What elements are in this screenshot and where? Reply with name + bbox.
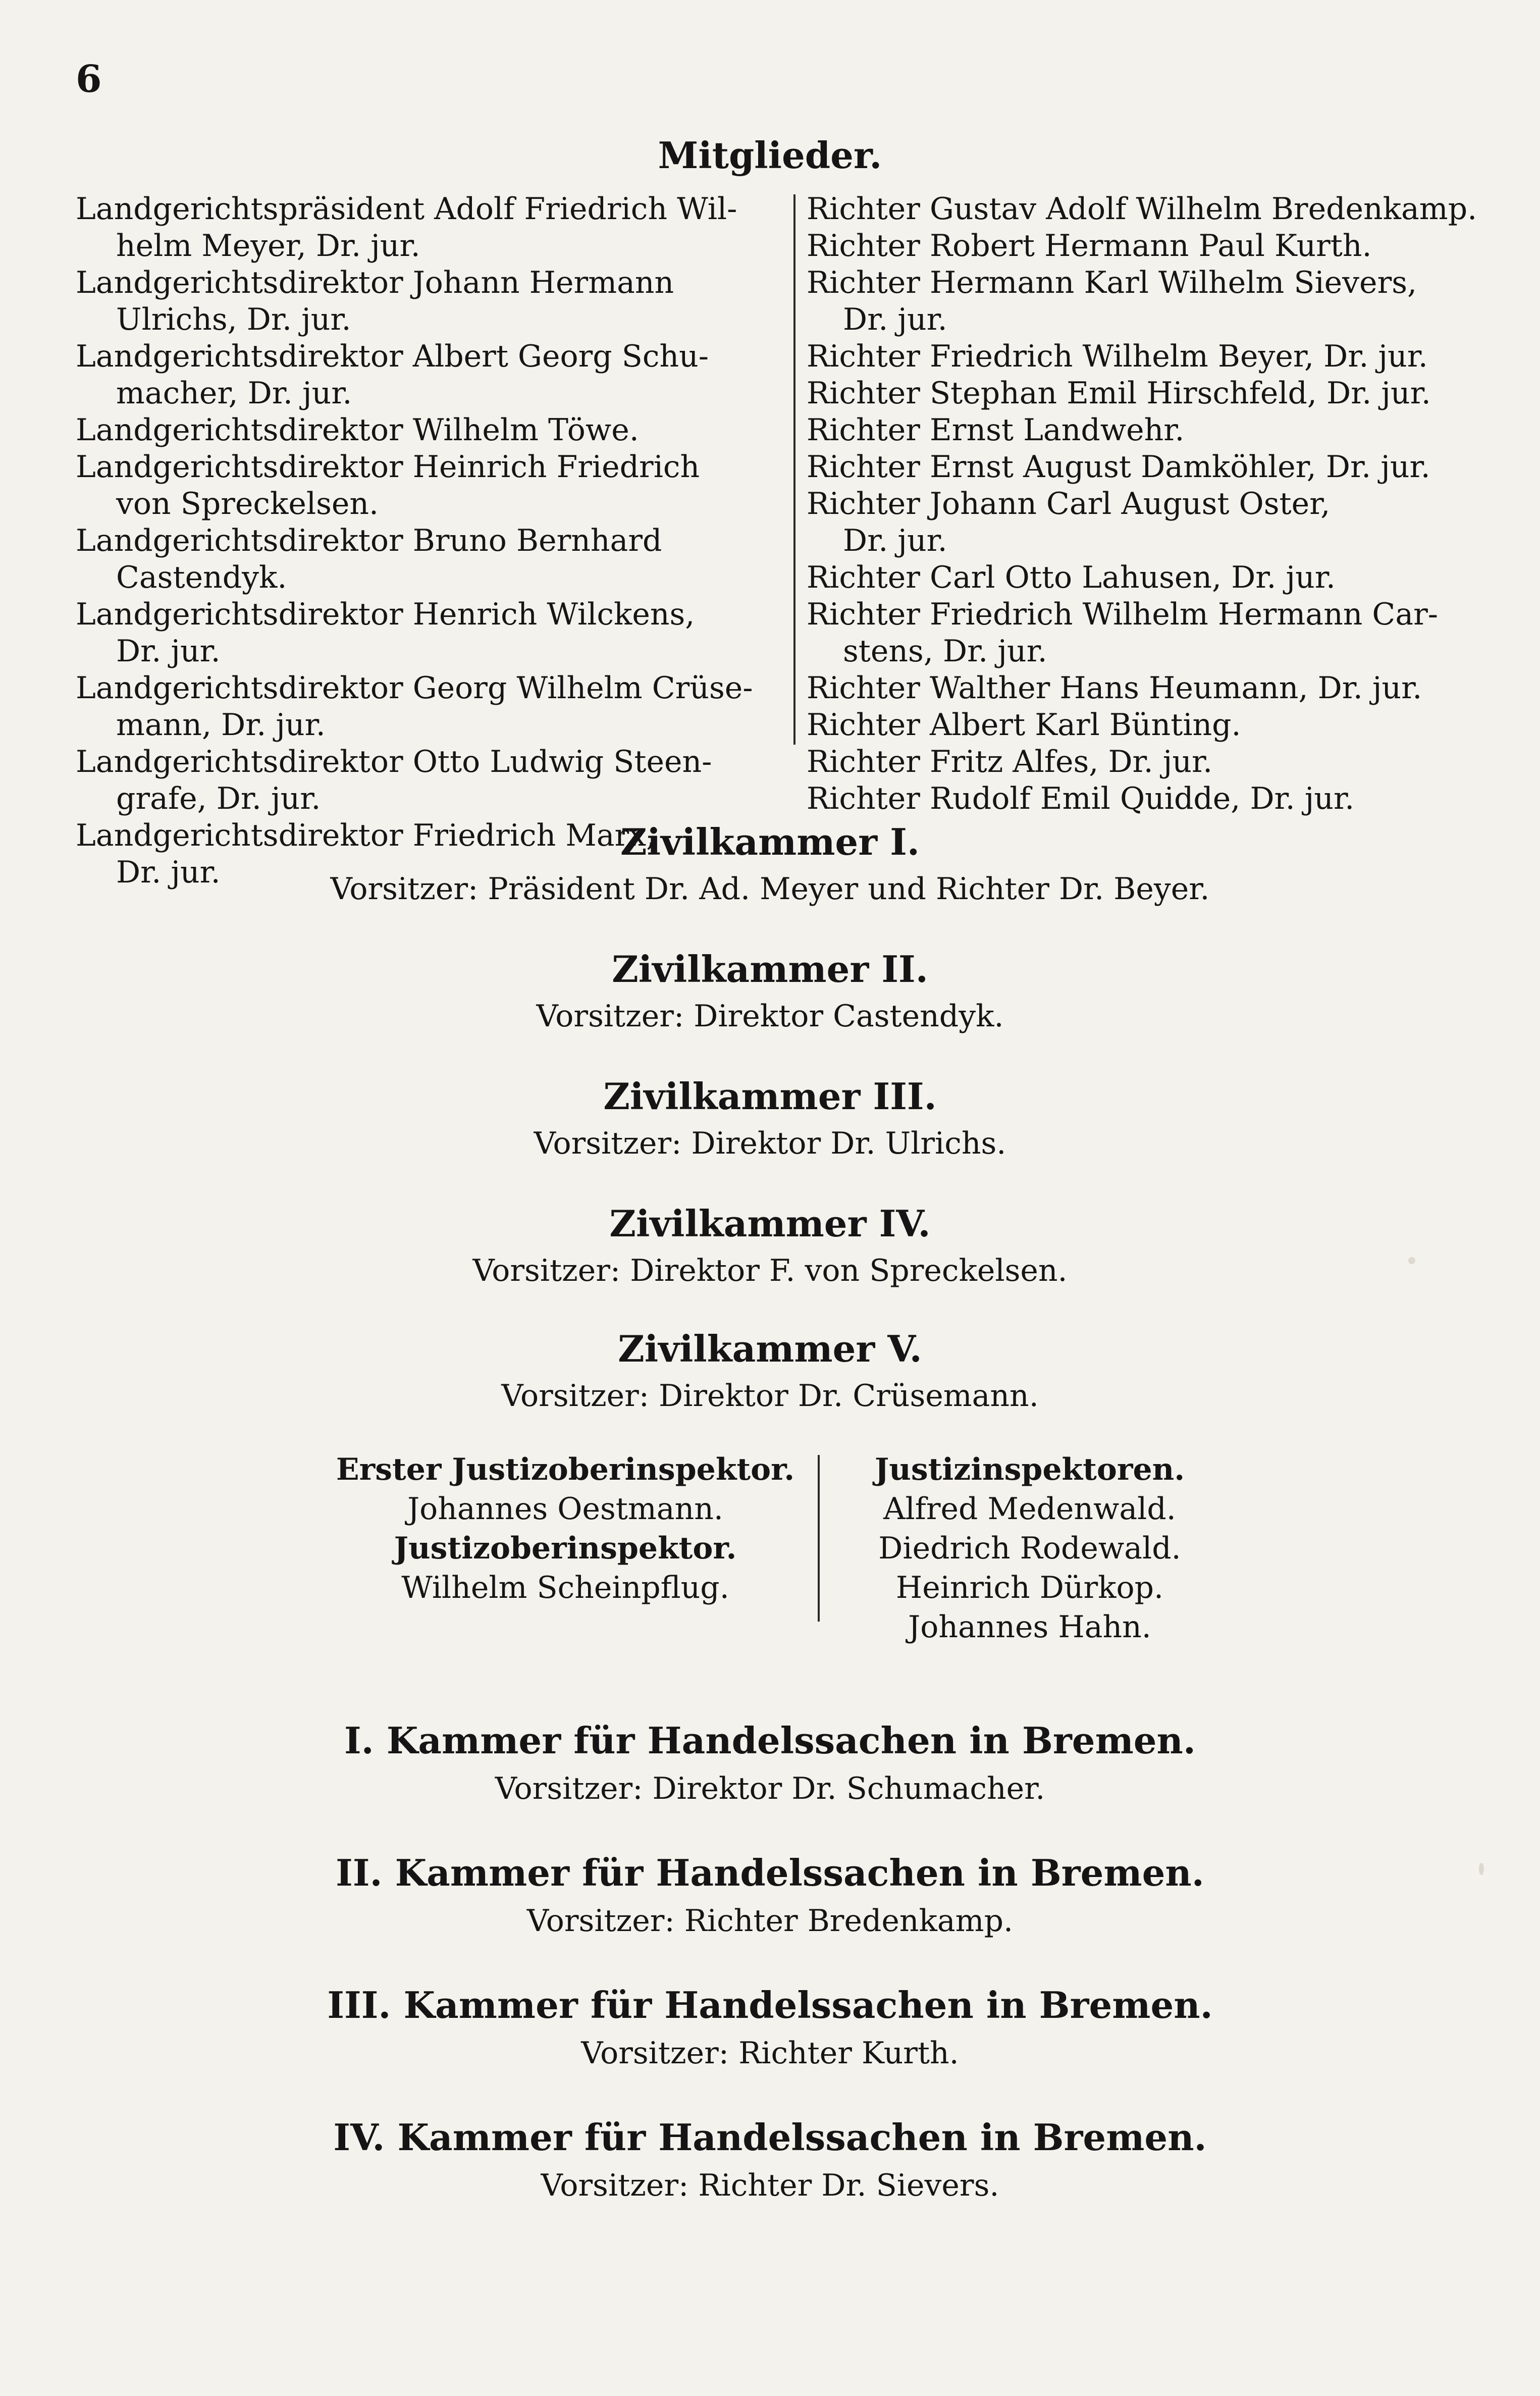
member-name-continued: stens, Dr. jur. (843, 634, 1047, 669)
member-entry (807, 338, 1498, 375)
member-entry (76, 596, 782, 670)
commercial-chamber-chair: Vorsitzer: Richter Dr. Sievers. (541, 2168, 999, 2203)
member-name: Richter Albert Karl Bünting. (807, 707, 1241, 743)
inspector-name: Heinrich Dürkop. (895, 1570, 1164, 1605)
member-name-continued: macher, Dr. jur. (116, 376, 352, 411)
member-entry (76, 191, 782, 265)
commercial-chamber-chair: Vorsitzer: Richter Kurth. (581, 2036, 959, 2071)
officials-left (323, 1450, 808, 1607)
member-name: Landgerichtspräsident Adolf Friedrich Wil- (76, 191, 737, 227)
civil-chamber-title: Zivilkammer V. (618, 1327, 922, 1370)
member-name: Richter Walther Hans Heumann, Dr. jur. (807, 670, 1422, 706)
member-entry (807, 265, 1498, 338)
member-entry (807, 707, 1498, 744)
member-entry (807, 596, 1498, 670)
member-name-continued: Dr. jur. (843, 302, 947, 337)
member-name-continued: Castendyk. (116, 560, 287, 595)
member-entry (76, 265, 782, 338)
civil-chamber-chair: Vorsitzer: Direktor Dr. Crüsemann. (501, 1378, 1039, 1414)
civil-chamber-title: Zivilkammer I. (620, 820, 920, 863)
member-entry (76, 449, 782, 523)
member-name: Richter Ernst Landwehr. (807, 412, 1185, 448)
member-name: Richter Hermann Karl Wilhelm Sievers, (807, 265, 1417, 300)
member-name: Richter Fritz Alfes, Dr. jur. (807, 744, 1213, 779)
member-name: Landgerichtsdirektor Georg Wilhelm Crüse- (76, 670, 753, 706)
member-name: Landgerichtsdirektor Albert Georg Schu- (76, 339, 709, 374)
member-entry (807, 559, 1498, 596)
member-name-continued: Ulrichs, Dr. jur. (116, 302, 351, 337)
members-right-column (807, 191, 1498, 817)
member-name: Richter Robert Hermann Paul Kurth. (807, 228, 1372, 264)
member-entry (76, 744, 782, 817)
member-entry (807, 228, 1498, 265)
civil-chamber-title: Zivilkammer IV. (609, 1202, 931, 1245)
member-name-continued: Dr. jur. (116, 634, 221, 669)
first-inspector-name: Johannes Oestmann. (407, 1491, 723, 1527)
first-inspector-heading: Erster Justizoberinspektor. (336, 1452, 795, 1487)
commercial-chamber-title: IV. Kammer für Handelssachen in Bremen. (333, 2116, 1207, 2159)
member-name-continued: Dr. jur. (843, 523, 947, 558)
commercial-chamber-title: III. Kammer für Handelssachen in Bremen. (327, 1984, 1213, 2026)
member-name: Richter Stephan Emil Hirschfeld, Dr. jur. (807, 376, 1431, 411)
civil-chamber-chair: Vorsitzer: Direktor Dr. Ulrichs. (534, 1126, 1006, 1161)
inspectors-heading: Justizinspektoren. (874, 1452, 1185, 1487)
member-entry (76, 523, 782, 596)
civil-chamber-chair: Vorsitzer: Direktor Castendyk. (536, 999, 1004, 1034)
member-entry (807, 744, 1498, 780)
commercial-chamber-title: II. Kammer für Handelssachen in Bremen. (336, 1851, 1204, 1894)
member-name: Richter Rudolf Emil Quidde, Dr. jur. (807, 781, 1355, 816)
senior-inspector-heading: Justizoberinspektor. (394, 1531, 737, 1566)
member-name: Landgerichtsdirektor Johann Hermann (76, 265, 674, 300)
member-entry (807, 670, 1498, 707)
member-name: Richter Ernst August Damköhler, Dr. jur. (807, 449, 1430, 485)
member-entry (807, 412, 1498, 449)
member-entry (807, 191, 1498, 228)
member-name: Richter Johann Carl August Oster, (807, 486, 1331, 522)
member-name: Landgerichtsdirektor Bruno Bernhard (76, 523, 662, 558)
commercial-chamber-title: I. Kammer für Handelssachen in Bremen. (344, 1719, 1196, 1762)
member-entry (807, 375, 1498, 412)
inspector-name: Alfred Medenwald. (883, 1491, 1176, 1527)
member-name: Landgerichtsdirektor Friedrich Marx, (76, 818, 656, 853)
officials-divider (818, 1455, 820, 1622)
member-entry (807, 780, 1498, 817)
member-name-continued: Dr. jur. (116, 855, 221, 890)
commercial-chamber-chair: Vorsitzer: Richter Bredenkamp. (526, 1903, 1014, 1939)
member-name-continued: mann, Dr. jur. (116, 707, 326, 743)
member-name: Landgerichtsdirektor Henrich Wilckens, (76, 597, 695, 632)
civil-chamber-chair: Vorsitzer: Direktor F. von Spreckelsen. (472, 1253, 1068, 1288)
member-name: Richter Friedrich Wilhelm Hermann Car- (807, 597, 1439, 632)
paper-speck (1408, 1257, 1415, 1264)
civil-chamber-title: Zivilkammer II. (612, 948, 928, 991)
column-divider (793, 194, 795, 745)
member-name-continued: helm Meyer, Dr. jur. (116, 228, 420, 264)
member-entry (76, 412, 782, 449)
member-entry (807, 486, 1498, 559)
civil-chamber-chair: Vorsitzer: Präsident Dr. Ad. Meyer und Richter Dr. Beyer. (330, 871, 1210, 907)
officials-right (828, 1450, 1232, 1647)
senior-inspector-name: Wilhelm Scheinpflug. (401, 1570, 729, 1605)
member-entry (76, 338, 782, 412)
member-name: Richter Gustav Adolf Wilhelm Bredenkamp. (807, 191, 1477, 227)
inspector-name: Johannes Hahn. (908, 1609, 1151, 1645)
member-name: Richter Carl Otto Lahusen, Dr. jur. (807, 560, 1336, 595)
paper-speck (1479, 1863, 1484, 1875)
inspector-name: Diedrich Rodewald. (878, 1531, 1181, 1566)
member-entry (76, 670, 782, 744)
members-heading: Mitglieder. (658, 134, 882, 177)
member-name: Landgerichtsdirektor Heinrich Friedrich (76, 449, 700, 485)
member-name-continued: von Spreckelsen. (116, 486, 379, 522)
member-name-continued: grafe, Dr. jur. (116, 781, 321, 816)
commercial-chamber-chair: Vorsitzer: Direktor Dr. Schumacher. (495, 1771, 1045, 1806)
member-name: Richter Friedrich Wilhelm Beyer, Dr. jur. (807, 339, 1428, 374)
page-number: 6 (76, 58, 102, 101)
member-entry (807, 449, 1498, 486)
member-name: Landgerichtsdirektor Wilhelm Töwe. (76, 412, 639, 448)
civil-chamber-title: Zivilkammer III. (603, 1075, 937, 1118)
member-name: Landgerichtsdirektor Otto Ludwig Steen- (76, 744, 712, 779)
members-left-column (76, 191, 782, 891)
